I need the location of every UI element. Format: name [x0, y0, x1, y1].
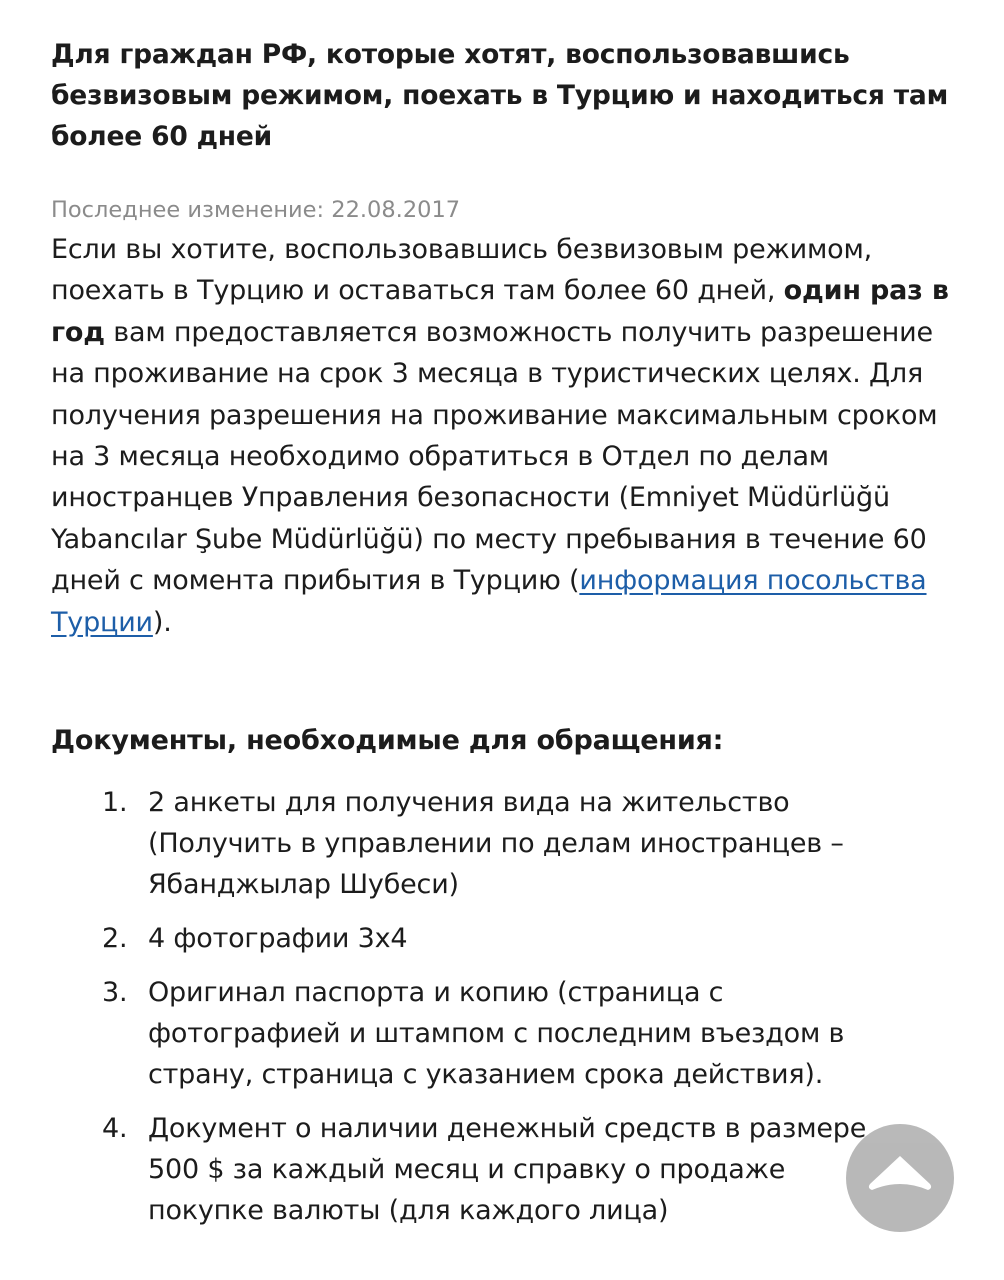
documents-heading: Документы, необходимые для обращения:: [51, 725, 724, 757]
list-item: [51, 1108, 951, 1231]
page-title: Для граждан РФ, которые хотят, воспользовавшись безвизовым режимом, поехать в Турцию и находиться там более 60 дней: [51, 39, 949, 152]
paragraph-text-2: вам предоставляется возможность получить разрешение на проживание на срок 3 месяца в туристических целях. Для получения разрешения на проживание максимальным сроком на 3 месяца необходимо обратиться в Отдел по делам иностранцев Управления безопасности (Emniyet Müdürlüğü Yabancılar Şube Müdürlüğü) по месту пребывания в течение 60 дней с момента прибытия в Турцию (: [51, 316, 938, 597]
list-item-number: 2.: [102, 923, 128, 955]
last-updated-label: Последнее изменение:: [51, 197, 325, 223]
list-item-number: 4.: [102, 1113, 128, 1145]
list-item-number: 3.: [102, 977, 128, 1009]
last-updated-date: 22.08.2017: [331, 197, 461, 223]
list-item-number: 1.: [102, 787, 128, 819]
scroll-to-top-button[interactable]: [846, 1124, 954, 1232]
list-item: [51, 918, 951, 959]
list-item-text: 2 анкеты для получения вида на жительство (Получить в управлении по делам иностранцев – Ябанджылар Шубеси): [148, 787, 844, 901]
chevron-up-icon: [846, 1124, 954, 1232]
paragraph-bold-text: один раз в год: [51, 275, 949, 348]
list-item: [51, 972, 951, 1095]
article-paragraph: [51, 229, 951, 643]
article: [51, 34, 951, 1244]
last-updated: [51, 195, 951, 225]
paragraph-text-3: ).: [152, 606, 172, 638]
paragraph-text-1: Если вы хотите, воспользовавшись безвизовым режимом, поехать в Турцию и оставаться там более 60 дней,: [51, 234, 873, 307]
list-item-text: Документ о наличии денежный средств в размере 500 $ за каждый месяц и справку о продаже покупке валюты (для каждого лица): [148, 1113, 867, 1227]
documents-list: [51, 782, 951, 1231]
list-item: [51, 782, 951, 905]
list-item-text: 4 фотографии 3х4: [148, 923, 408, 955]
list-item-text: Оригинал паспорта и копию (страница с фотографией и штампом с последним въездом в страну, страница с указанием срока действия).: [148, 977, 845, 1091]
embassy-info-link[interactable]: информация посольства Турции: [51, 565, 927, 638]
